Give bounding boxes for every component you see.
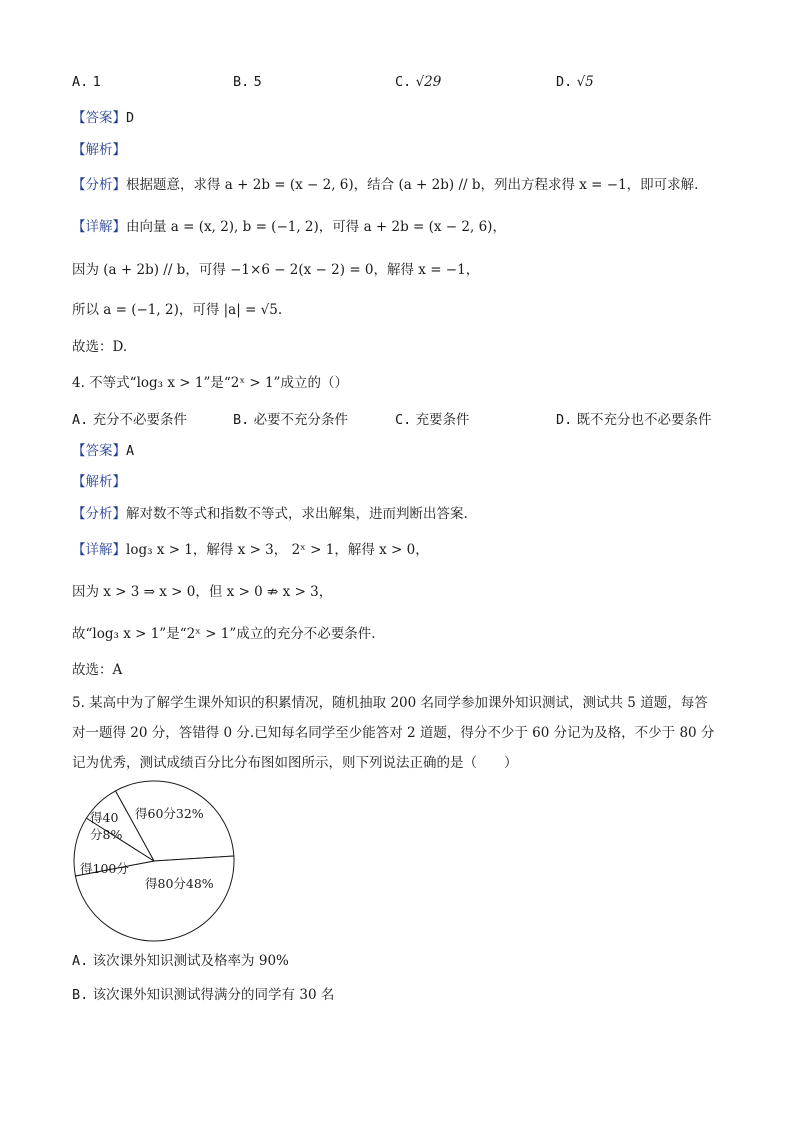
q3-answer: 【答案】D [72,110,135,126]
q5-option-a: A. 该次课外知识测试及格率为 90% [72,953,289,969]
q5-stem-line-1: 5. 某高中为了解学生课外知识的积累情况，随机抽取 200 名同学参加课外知识测试，测试共 5 道题，每答 [72,695,708,711]
q4-analysis-heading: 【解析】 [72,474,126,490]
q3-choice: 故选：D. [72,339,128,355]
q4-option-b: B. 必要不充分条件 [233,412,349,428]
pie-label-60: 得60分32% [135,806,204,821]
q4-choice: 故选：A [72,662,123,678]
q5-stem-line-3: 记为优秀，测试成绩百分比分布图如图所示，则下列说法正确的是（ ） [72,755,518,771]
pie-label-80: 得80分48% [145,876,214,891]
q4-option-a: A. 充分不必要条件 [72,412,188,428]
q3-analysis-heading: 【解析】 [72,142,126,158]
q3-solution-line-2: 因为 (a + 2b) // b，可得 −1×6 − 2(x − 2) = 0，解得 x = −1， [72,262,480,278]
q3-option-c: C. √29 [395,74,442,90]
q3-fenxi: 【分析】根据题意，求得 a + 2b = (x − 2, 6)，结合 (a + 2b) // b，列出方程求得 x = −1，即可求解. [72,177,699,193]
q4-option-c: C. 充要条件 [395,412,470,428]
q4-option-d: D. 既不充分也不必要条件 [556,412,712,428]
pie-label-40-line1: 得40 [90,810,119,825]
q3-option-a: A. 1 [72,74,101,90]
q5-stem-line-2: 对一题得 20 分，答错得 0 分.已知每名同学至少能答对 2 道题，得分不少于 60 分记为及格，不少于 80 分 [72,725,715,741]
q3-option-d: D. √5 [556,74,594,90]
q4-xiangjie: 【详解】log₃ x > 1，解得 x > 3， 2ˣ > 1，解得 x > 0， [72,542,429,558]
q3-xiangjie: 【详解】由向量 a = (x, 2), b = (−1, 2)，可得 a + 2b = (x − 2, 6)， [72,219,506,235]
q5-option-b: B. 该次课外知识测试得满分的同学有 30 名 [72,987,335,1003]
pie-label-40-line2: 分8% [90,827,123,842]
q3-option-b: B. 5 [233,74,262,90]
pie-label-100: 得100分 [80,861,129,876]
q4-fenxi: 【分析】解对数不等式和指数不等式，求出解集，进而判断出答案. [72,506,468,522]
q4-answer: 【答案】A [72,443,135,459]
score-pie-chart [60,778,250,948]
q3-solution-line-3: 所以 a = (−1, 2)，可得 |a| = √5. [72,302,283,318]
q4-solution-line-3: 故“log₃ x > 1”是“2ˣ > 1”成立的充分不必要条件. [72,626,376,642]
q4-solution-line-2: 因为 x > 3 ⇒ x > 0，但 x > 0 ⇏ x > 3， [72,584,333,600]
q4-stem: 4. 不等式“log₃ x > 1”是“2ˣ > 1”成立的（） [72,375,348,391]
